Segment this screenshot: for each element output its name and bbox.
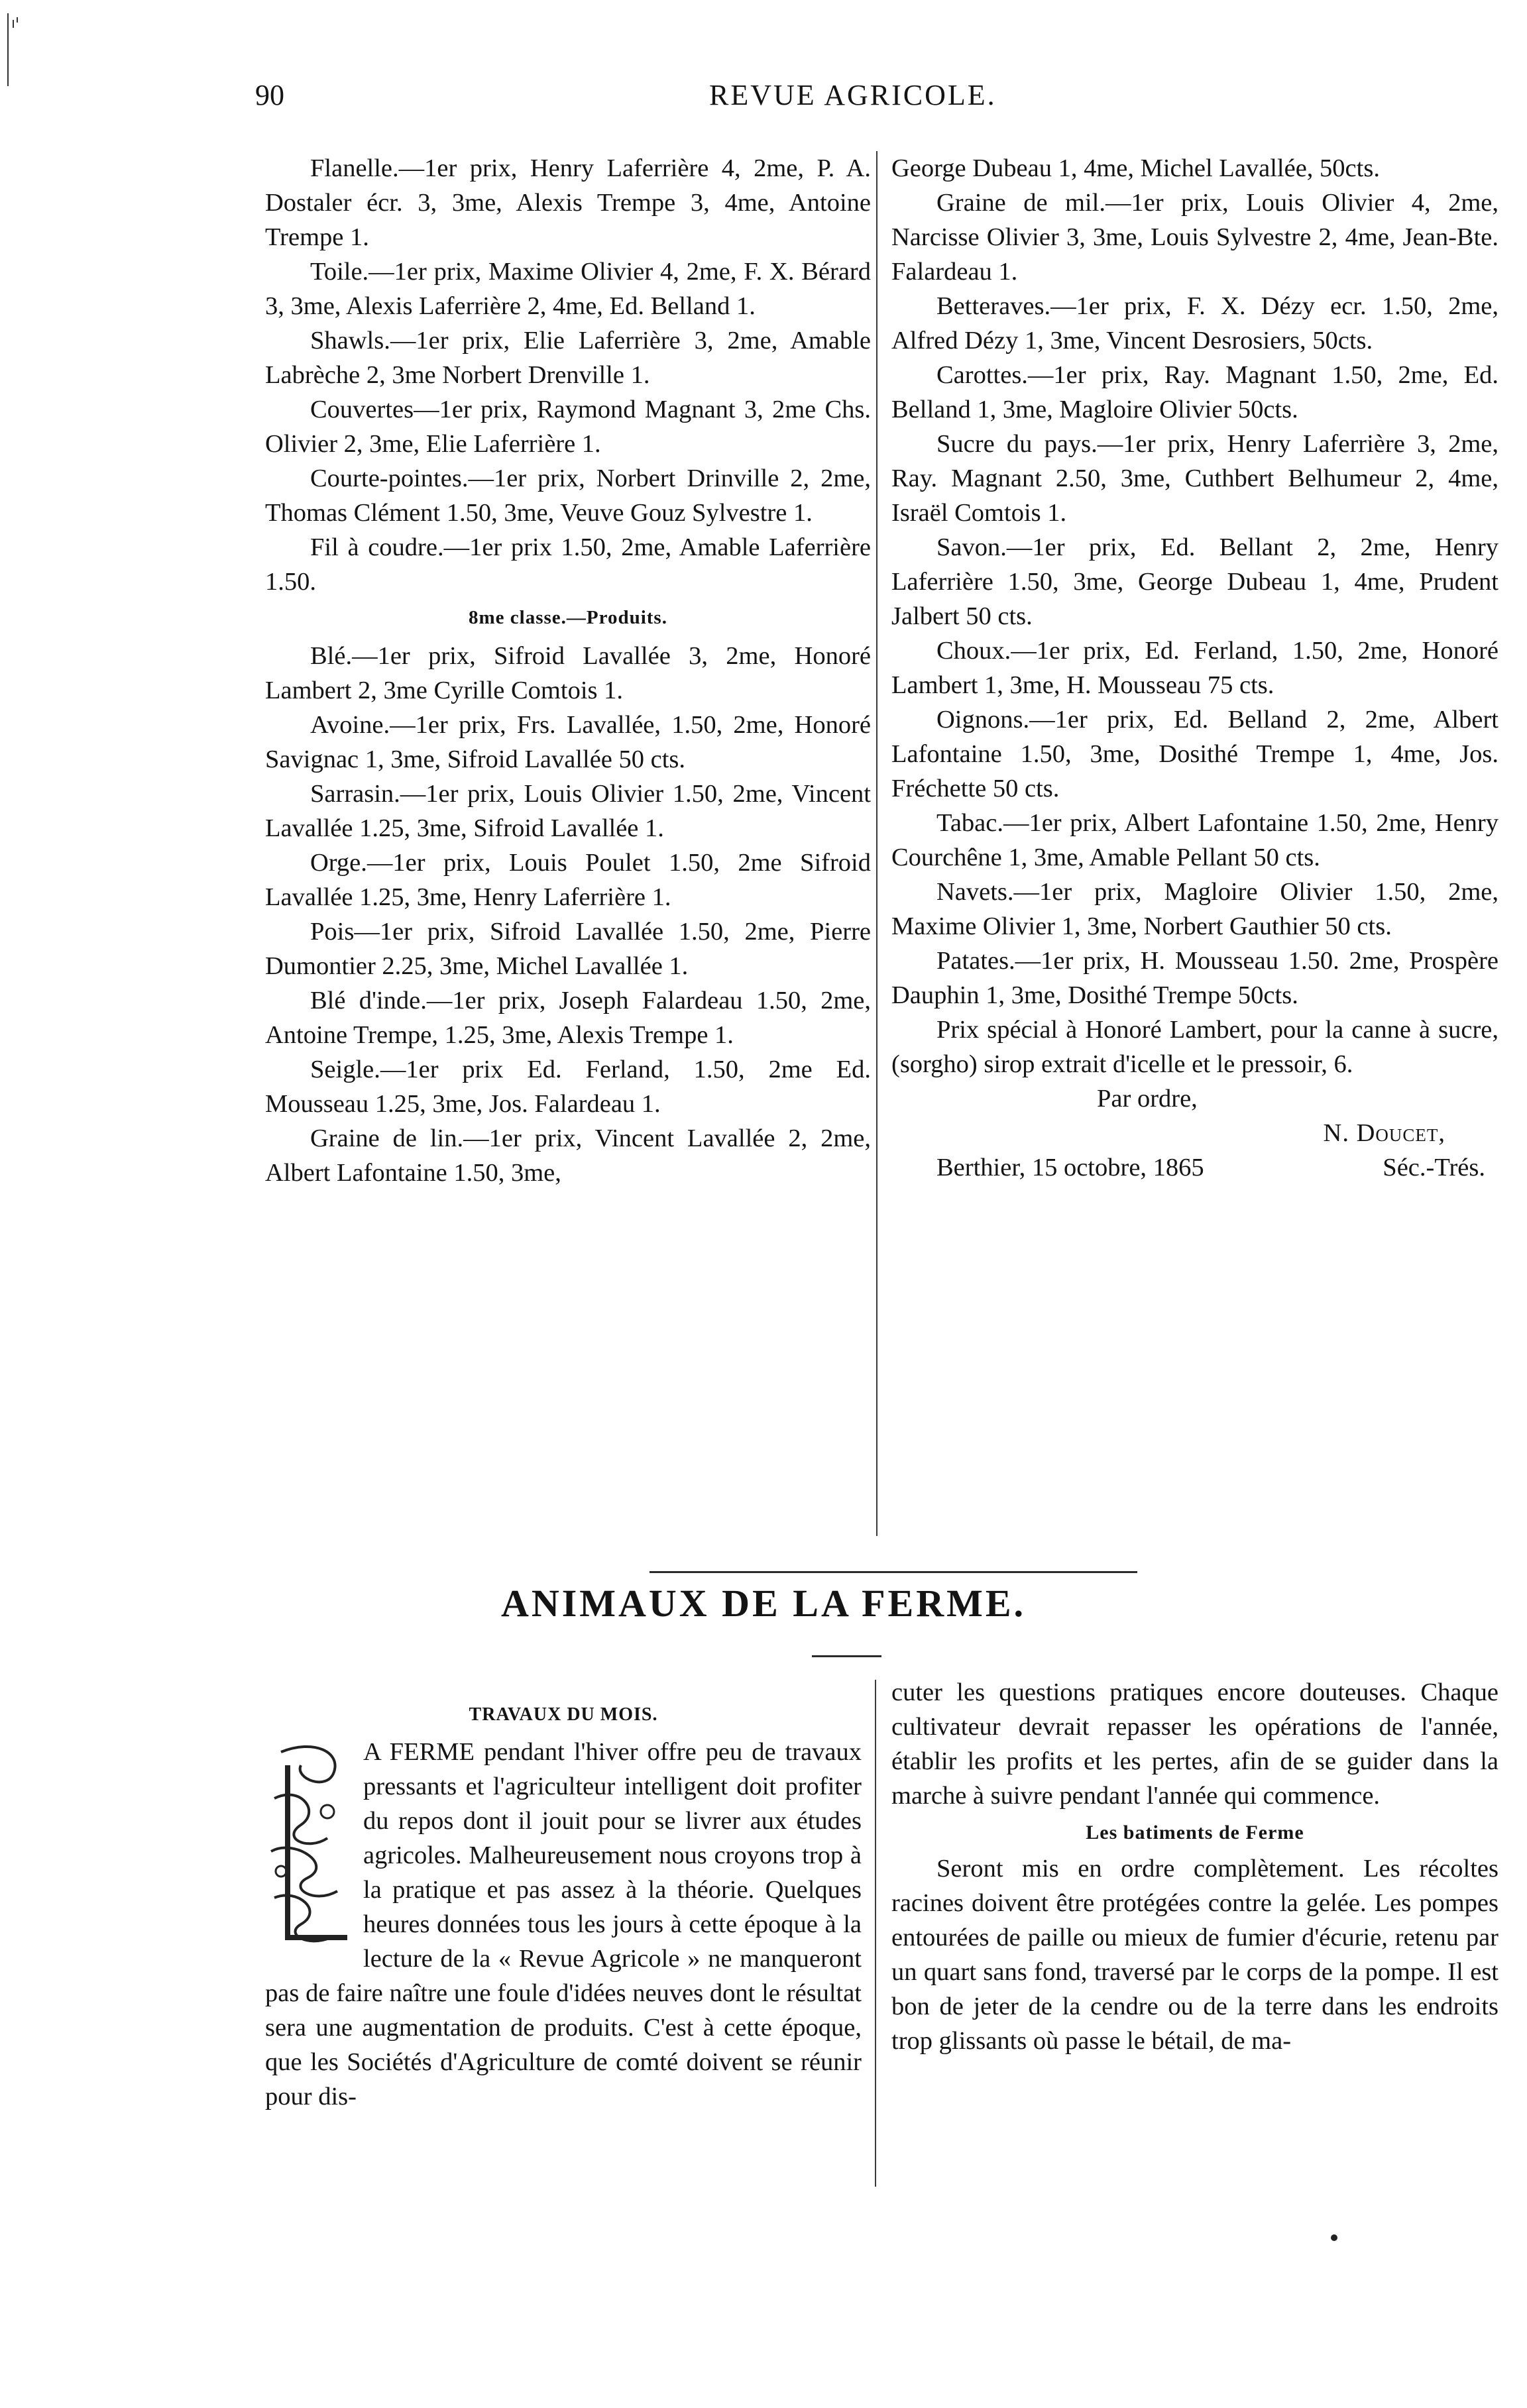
prize-entry: Graine de lin.—1er prix, Vincent Lavallée 2, 2me, Albert Lafontaine 1.50, 3me, xyxy=(265,1124,871,1187)
article-body-continuation: cuter les questions pratiques encore douteuses. Chaque cultivateur devrait repasser les opérations de l'année, établir les profits et les pertes, afin de se guider dans la marche à suivre pendant l'année qui commence. xyxy=(891,1678,1499,1810)
prize-entry: Betteraves.—1er prix, F. X. Dézy ecr. 1.50, 2me, Alfred Dézy 1, 3me, Vincent Desrosiers, 50cts. xyxy=(891,292,1499,355)
signature-date: Berthier, 15 octobre, 1865 xyxy=(936,1154,1204,1181)
article-body: A FERME pendant l'hiver offre peu de travaux pressants et l'agriculteur intelligent doit profiter du repos dont il jouit pour se livrer aux études agricoles. Malheureusement nous croyons trop à la pratique et pas assez à la théorie. Quelques heures données tous les jours à cette époque à la lecture de la « Revue Agricole » ne manqueront pas de faire naître une foule d'idées neuves dont le résultat sera une augmentation de produits. C'est à cette époque, que les Sociétés d'Agriculture de comté doivent se réunir pour dis- xyxy=(265,1738,862,2110)
prize-entry: Seigle.—1er prix Ed. Ferland, 1.50, 2me Ed. Mousseau 1.25, 3me, Jos. Falardeau 1. xyxy=(265,1056,871,1118)
prize-entry: Orge.—1er prix, Louis Poulet 1.50, 2me Sifroid Lavallée 1.25, 3me, Henry Laferrière 1. xyxy=(265,849,871,911)
ornamental-dropcap-icon xyxy=(261,1739,355,1957)
prize-entry: Blé d'inde.—1er prix, Joseph Falardeau 1.50, 2me, Antoine Trempe, 1.25, 3me, Alexis Trempe 1. xyxy=(265,987,871,1049)
prize-entry: Tabac.—1er prix, Albert Lafontaine 1.50, 2me, Henry Courchêne 1, 3me, Amable Pellant 50 cts. xyxy=(891,809,1499,871)
running-head: REVUE AGRICOLE. xyxy=(709,79,997,111)
prize-entry: Patates.—1er prix, H. Mousseau 1.50. 2me, Prospère Dauphin 1, 3me, Dosithé Trempe 50cts. xyxy=(891,947,1499,1009)
section-short-rule xyxy=(812,1655,881,1657)
article-subheading: TRAVAUX DU MOIS. xyxy=(469,1704,658,1725)
page-number: 90 xyxy=(255,79,284,111)
prize-entry: Fil à coudre.—1er prix 1.50, 2me, Amable Laferrière 1.50. xyxy=(265,533,871,596)
special-prize: Prix spécial à Honoré Lambert, pour la canne à sucre, (sorgho) sirop extrait d'icelle et le pressoir, 6. xyxy=(891,1016,1499,1078)
article-right-column xyxy=(891,1675,1499,2058)
section-rule xyxy=(650,1571,1137,1573)
article-body: Seront mis en ordre complètement. Les récoltes racines doivent être protégées contre la gelée. Les pompes entourées de paille ou mieux de fumier d'écurie, retenu par un quart sans fond, traversé par le corps de la pompe. Il est bon de jeter de la cendre ou de la terre dans les endroits trop glissants où passe le bétail, de ma- xyxy=(891,1855,1499,2055)
prize-entry: Sarrasin.—1er prix, Louis Olivier 1.50, 2me, Vincent Lavallée 1.25, 3me, Sifroid Lavallée 1. xyxy=(265,780,871,842)
class-heading: 8me classe.—Produits. xyxy=(469,607,667,628)
prize-entry: Toile.—1er prix, Maxime Olivier 4, 2me, F. X. Bérard 3, 3me, Alexis Laferrière 2, 4me, Ed. Belland 1. xyxy=(265,258,871,320)
stray-dot xyxy=(1331,2234,1337,2241)
par-ordre: Par ordre, xyxy=(1097,1085,1198,1113)
prize-entry: Courte-pointes.—1er prix, Norbert Drinville 2, 2me, Thomas Clément 1.50, 3me, Veuve Gouz Sylvestre 1. xyxy=(265,465,871,527)
prize-entry: Graine de mil.—1er prix, Louis Olivier 4, 2me, Narcisse Olivier 3, 3me, Louis Sylvestre 2, 4me, Jean-Bte. Falardeau 1. xyxy=(891,189,1499,286)
prize-entry: Choux.—1er prix, Ed. Ferland, 1.50, 2me, Honoré Lambert 1, 3me, H. Mousseau 75 cts. xyxy=(891,637,1499,699)
prize-entry: Oignons.—1er prix, Ed. Belland 2, 2me, Albert Lafontaine 1.50, 3me, Dosithé Trempe 1, 4me, Jos. Fréchette 50 cts. xyxy=(891,706,1499,802)
prize-entry-continuation: George Dubeau 1, 4me, Michel Lavallée, 50cts. xyxy=(891,154,1380,182)
prize-entry: Avoine.—1er prix, Frs. Lavallée, 1.50, 2me, Honoré Savignac 1, 3me, Sifroid Lavallée 50 cts. xyxy=(265,711,871,773)
prize-entry: Couvertes—1er prix, Raymond Magnant 3, 2me Chs. Olivier 2, 3me, Elie Laferrière 1. xyxy=(265,396,871,458)
scan-edge-marks xyxy=(5,13,20,86)
prize-entry: Carottes.—1er prix, Ray. Magnant 1.50, 2me, Ed. Belland 1, 3me, Magloire Olivier 50cts. xyxy=(891,361,1499,423)
column-divider xyxy=(876,151,877,1536)
prize-entry: Savon.—1er prix, Ed. Bellant 2, 2me, Henry Laferrière 1.50, 3me, George Dubeau 1, 4me, Prudent Jalbert 50 cts. xyxy=(891,533,1499,630)
signature-name: N. Doucet, xyxy=(1323,1119,1445,1147)
signature-title: Séc.-Trés. xyxy=(1383,1154,1485,1181)
prize-list-left-column xyxy=(265,151,871,1190)
prize-entry: Sucre du pays.—1er prix, Henry Laferrière 3, 2me, Ray. Magnant 2.50, 3me, Cuthbert Belhumeur 2, 4me, Israël Comtois 1. xyxy=(891,430,1499,527)
prize-entry: Flanelle.—1er prix, Henry Laferrière 4, 2me, P. A. Dostaler écr. 3, 3me, Alexis Trempe 3, 4me, Antoine Trempe 1. xyxy=(265,154,871,251)
section-title: ANIMAUX DE LA FERME. xyxy=(500,1582,1027,1625)
prize-entry: Shawls.—1er prix, Elie Laferrière 3, 2me, Amable Labrèche 2, 3me Norbert Drenville 1. xyxy=(265,327,871,389)
prize-entry: Pois—1er prix, Sifroid Lavallée 1.50, 2me, Pierre Dumontier 2.25, 3me, Michel Lavallée 1. xyxy=(265,918,871,980)
prize-entry: Blé.—1er prix, Sifroid Lavallée 3, 2me, Honoré Lambert 2, 3me Cyrille Comtois 1. xyxy=(265,642,871,704)
article-subheading: Les batiments de Ferme xyxy=(1086,1822,1304,1843)
column-divider xyxy=(875,1680,876,2187)
article-left-column xyxy=(265,1696,862,2114)
prize-list-right-column xyxy=(891,151,1499,1185)
prize-entry: Navets.—1er prix, Magloire Olivier 1.50, 2me, Maxime Olivier 1, 3me, Norbert Gauthier 50 cts. xyxy=(891,878,1499,940)
